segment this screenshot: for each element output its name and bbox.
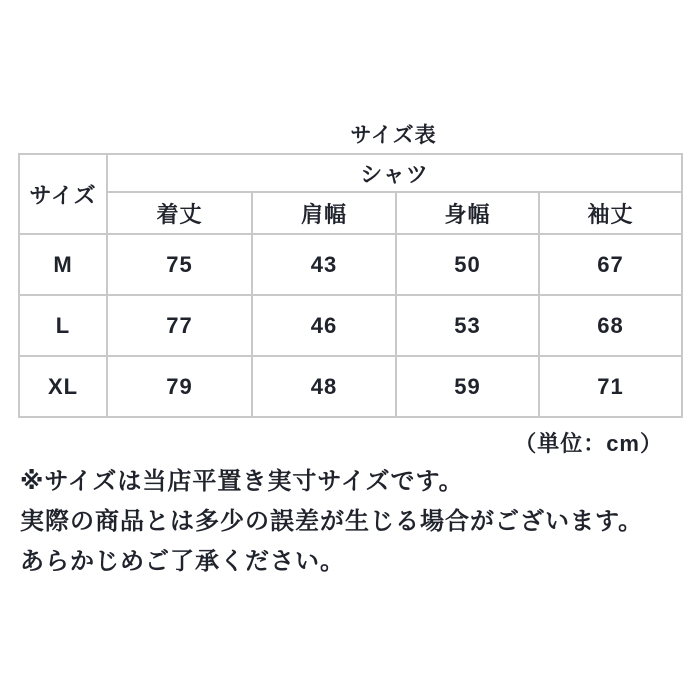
table-group-header-row [19,154,682,192]
measurement-cell: 50 [396,234,539,295]
corner-header-cell: サイズ [19,154,107,234]
measurement-cell: 79 [107,356,252,417]
size-label-cell: M [19,234,107,295]
table-row-m [19,234,682,295]
measurement-cell: 75 [107,234,252,295]
note-line-tolerance: 実際の商品とは多少の誤差が生じる場合がございます。 [20,508,644,535]
size-label-cell: XL [19,356,107,417]
measurement-cell: 53 [396,295,539,356]
table-row-xl [19,356,682,417]
column-header-body-width: 身幅 [396,192,539,234]
measurement-cell: 59 [396,356,539,417]
column-header-shoulder: 肩幅 [252,192,396,234]
measurement-cell: 68 [539,295,682,356]
size-table [18,153,683,418]
note-line-acknowledgement: あらかじめご了承ください。 [20,548,345,575]
measurement-cell: 71 [539,356,682,417]
table-row-l [19,295,682,356]
measurement-cell: 67 [539,234,682,295]
column-header-sleeve: 袖丈 [539,192,682,234]
measurement-cell: 77 [107,295,252,356]
size-label-cell: L [19,295,107,356]
column-header-length: 着丈 [107,192,252,234]
disclaimer-notes [20,462,643,582]
measurement-cell: 46 [252,295,396,356]
unit-note: （単位：cm） [514,431,663,456]
page-title: サイズ表 [350,124,437,147]
table-column-header-row [19,192,682,234]
measurement-cell: 48 [252,356,396,417]
note-line-measurement-method: ※サイズは当店平置き実寸サイズです。 [20,468,464,495]
group-header-cell: シャツ [107,154,682,192]
measurement-cell: 43 [252,234,396,295]
